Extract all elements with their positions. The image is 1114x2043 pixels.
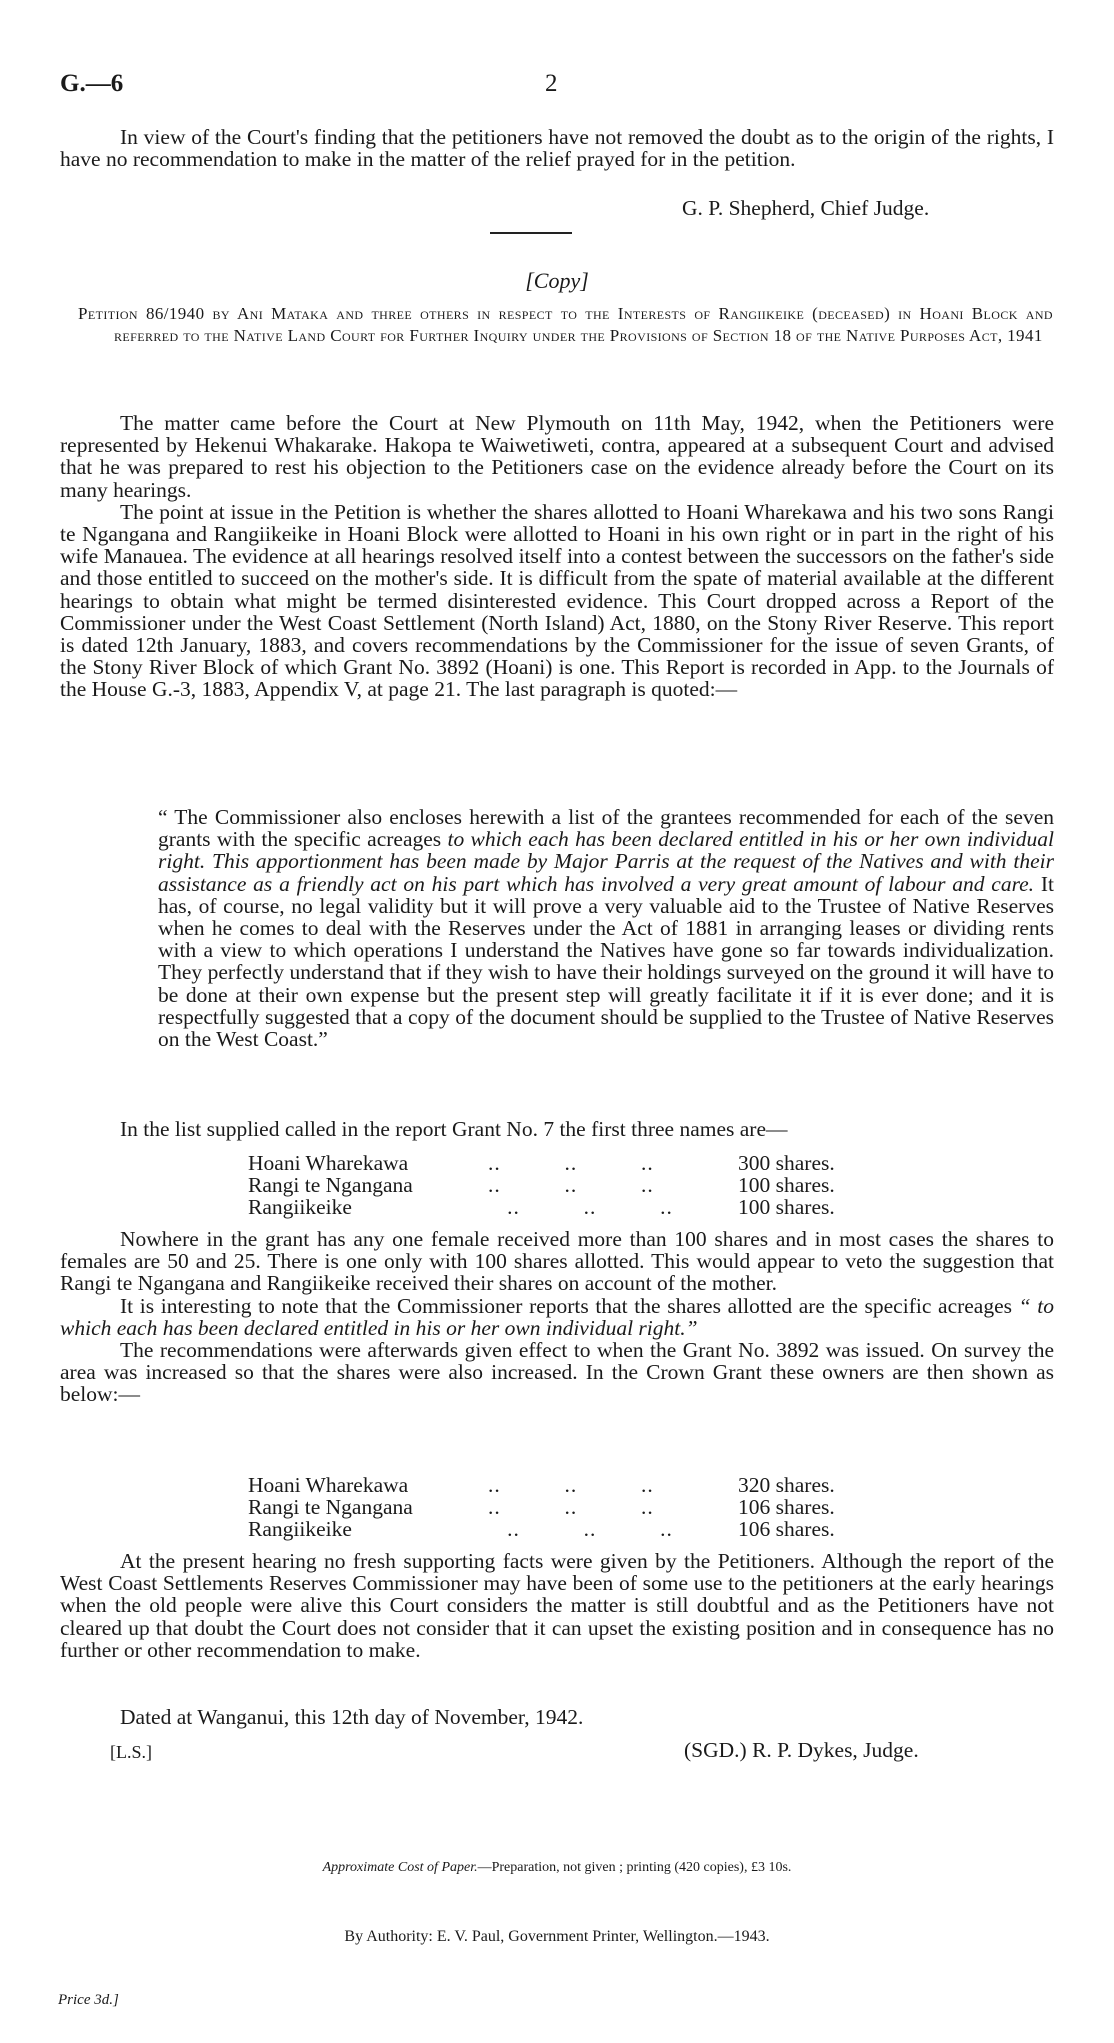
grantee-name: Rangi te Ngangana — [248, 1495, 413, 1520]
share-count: 106 shares. — [738, 1495, 835, 1520]
acreages-quote: “ to which each has been declared entitled in his or her own individual right.” — [60, 1293, 1054, 1340]
intro-paragraph: In view of the Court's finding that the petitioners have not removed the doubt as to the origin of the rights, I have no recommendation to make in the matter of the relief prayed for in the petition. — [60, 125, 1054, 172]
share-count: 100 shares. — [738, 1195, 835, 1220]
leader-dots: .. .. .. — [488, 1173, 654, 1198]
acreages-text: It is interesting to note that the Commissioner reports that the shares allotted are the specific acreages — [120, 1293, 1019, 1318]
grantee-name: Hoani Wharekawa — [248, 1151, 409, 1175]
list-intro: In the list supplied called in the report Grant No. 7 the first three names are— — [120, 1117, 788, 1141]
grantee-name: Rangiikeike — [248, 1195, 352, 1220]
quote-text-italic: to which each has been declared entitled in his or her own individual right. This apportionment has been made by Major Parris at the request of the Natives and with their assistance as a friendly act on his part which has involved a very great amount of labour and care. — [158, 827, 1055, 896]
paragraph-conclusion: At the present hearing no fresh supporting facts were given by the Petitioners. Although the report of the West Coast Settlements Reserves Commissioner may have been of some use to the petitioners at the early hearings when the old people were alive this Court considers the matter is still doubtful and as the Petitioners have not cleared up that doubt the Court does not consider that it can upset the existing position and in consequence has no further or other recommendation to make. — [60, 1549, 1054, 1662]
grantee-name: Rangi te Ngangana — [248, 1173, 413, 1198]
paragraph-hearing: The matter came before the Court at New Plymouth on 11th May, 1942, when the Petitioners were represented by Hekenui Whakarake. Hakopa te Waiwetiweti, contra, appeared at a subsequent Court and advised that he was prepared to rest his objection to the Petitioners case on the evidence already before the Court on its many hearings. — [60, 411, 1054, 502]
copy-label: [Copy] — [525, 268, 589, 293]
grantee-name: Rangiikeike — [248, 1517, 352, 1542]
paragraph-point-at-issue: The point at issue in the Petition is whether the shares allotted to Hoani Wharekawa and his two sons Rangi te Ngangana and Rangiikeike in Hoani Block were allotted to Hoani in his own right or in part in the right of his wife Manauea. The evidence at all hearings resolved itself into a contest between the successors on the father's side and those entitled to succeed on the mother's side. It is difficult from the spate of material available at the different hearings to obtain what might be termed disinterested evidence. This Court dropped across a Report of the Commissioner under the West Coast Settlement (North Island) Act, 1880, on the Stony River Reserve. This report is dated 12th January, 1883, and covers recommendations by the Commissioner for the issue of seven Grants, of the Stony River Block of which Grant No. 3892 (Hoani) is one. This Report is recorded in App. to the Journals of the House G.-3, 1883, Appendix V, at page 21. The last paragraph is quoted:— — [60, 499, 1054, 702]
section-divider — [490, 232, 572, 234]
printer-authority: By Authority: E. V. Paul, Government Printer, Wellington.—1943. — [344, 1928, 770, 1945]
leader-dots: .. .. .. — [488, 1495, 654, 1520]
commissioner-quote — [158, 806, 1054, 1050]
cost-label: Approximate Cost of Paper. — [322, 1860, 478, 1875]
quote-text-2: It has, of course, no legal validity but it will prove a very valuable aid to the Trustee of Native Reserves when he comes to deal with the Reserves under the Act of 1881 in arranging leases or dividing rents with a view to which operations I understand the Natives have gone so far towards individualization. They perfectly understand that if they wish to have their holdings surveyed on the ground it will have to be done at their own expense but the present step will greatly facilitate it if it is ever done; and it is respectfully suggested that a copy of the document should be supplied to the Trustee of Native Reserves on the West Coast.” — [158, 871, 1054, 1052]
table-row — [248, 1152, 888, 1174]
paragraph-crown-grant: The recommendations were afterwards given effect to when the Grant No. 3892 was issued. On survey the area was increased so that the shares were also increased. In the Crown Grant these owners are then shown as below:— — [60, 1338, 1054, 1407]
table-row — [248, 1196, 888, 1218]
chief-judge-signature: G. P. Shepherd, Chief Judge. — [682, 196, 930, 220]
cost-details: —Preparation, not given ; printing (420 copies), £3 10s. — [477, 1860, 792, 1875]
petition-heading — [78, 303, 1053, 347]
shares-table-report — [248, 1152, 888, 1219]
share-count: 300 shares. — [738, 1151, 835, 1175]
leader-dots: .. .. .. — [488, 1195, 673, 1220]
table-row — [248, 1496, 888, 1518]
seal-label: [L.S.] — [110, 1742, 152, 1762]
share-count: 320 shares. — [738, 1473, 835, 1497]
price-label: Price 3d.] — [58, 1992, 119, 2008]
cost-note — [0, 1860, 1114, 1876]
intro-section — [60, 126, 1054, 170]
paragraph-female-shares: Nowhere in the grant has any one female received more than 100 shares and in most cases the shares to females are 50 and 25. There is one only with 100 shares allotted. This would appear to veto the suggestion that Rangi te Ngangana and Rangiikeike received their shares on account of the mother. — [60, 1227, 1054, 1296]
report-reference: G.—6 — [60, 70, 124, 97]
table-row — [248, 1518, 888, 1540]
list-intro-section — [60, 1118, 1054, 1140]
report-body — [60, 412, 1054, 701]
table-row — [248, 1474, 888, 1496]
table-row — [248, 1174, 888, 1196]
analysis-section — [60, 1228, 1054, 1406]
conclusion-section — [60, 1550, 1054, 1661]
share-count: 100 shares. — [738, 1173, 835, 1198]
page-number: 2 — [545, 70, 558, 97]
judge-signature: (SGD.) R. P. Dykes, Judge. — [684, 1738, 919, 1762]
quote-text-1: “ The Commissioner also encloses herewith a list of the grantees recommended for each of the seven grants with the specific acreages — [158, 805, 1054, 852]
leader-dots: .. .. .. — [488, 1517, 673, 1542]
dated-line: Dated at Wanganui, this 12th day of November, 1942. — [120, 1705, 584, 1729]
paragraph-specific-acreages — [60, 1295, 1054, 1339]
leader-dots: .. .. .. — [488, 1473, 654, 1497]
grantee-name: Hoani Wharekawa — [248, 1473, 409, 1497]
share-count: 106 shares. — [738, 1517, 835, 1542]
dated-section — [60, 1706, 1054, 1728]
shares-table-crown-grant — [248, 1474, 888, 1541]
leader-dots: .. .. .. — [488, 1151, 654, 1175]
petition-heading-text: Petition 86/1940 by Ani Mataka and three others in respect to the Interests of Rangiikeike (deceased) in Hoani Block and referred to the Native Land Court for Further Inquiry under the Provisions of Section 18 of the Native Purposes Act, 1941 — [78, 304, 1053, 345]
